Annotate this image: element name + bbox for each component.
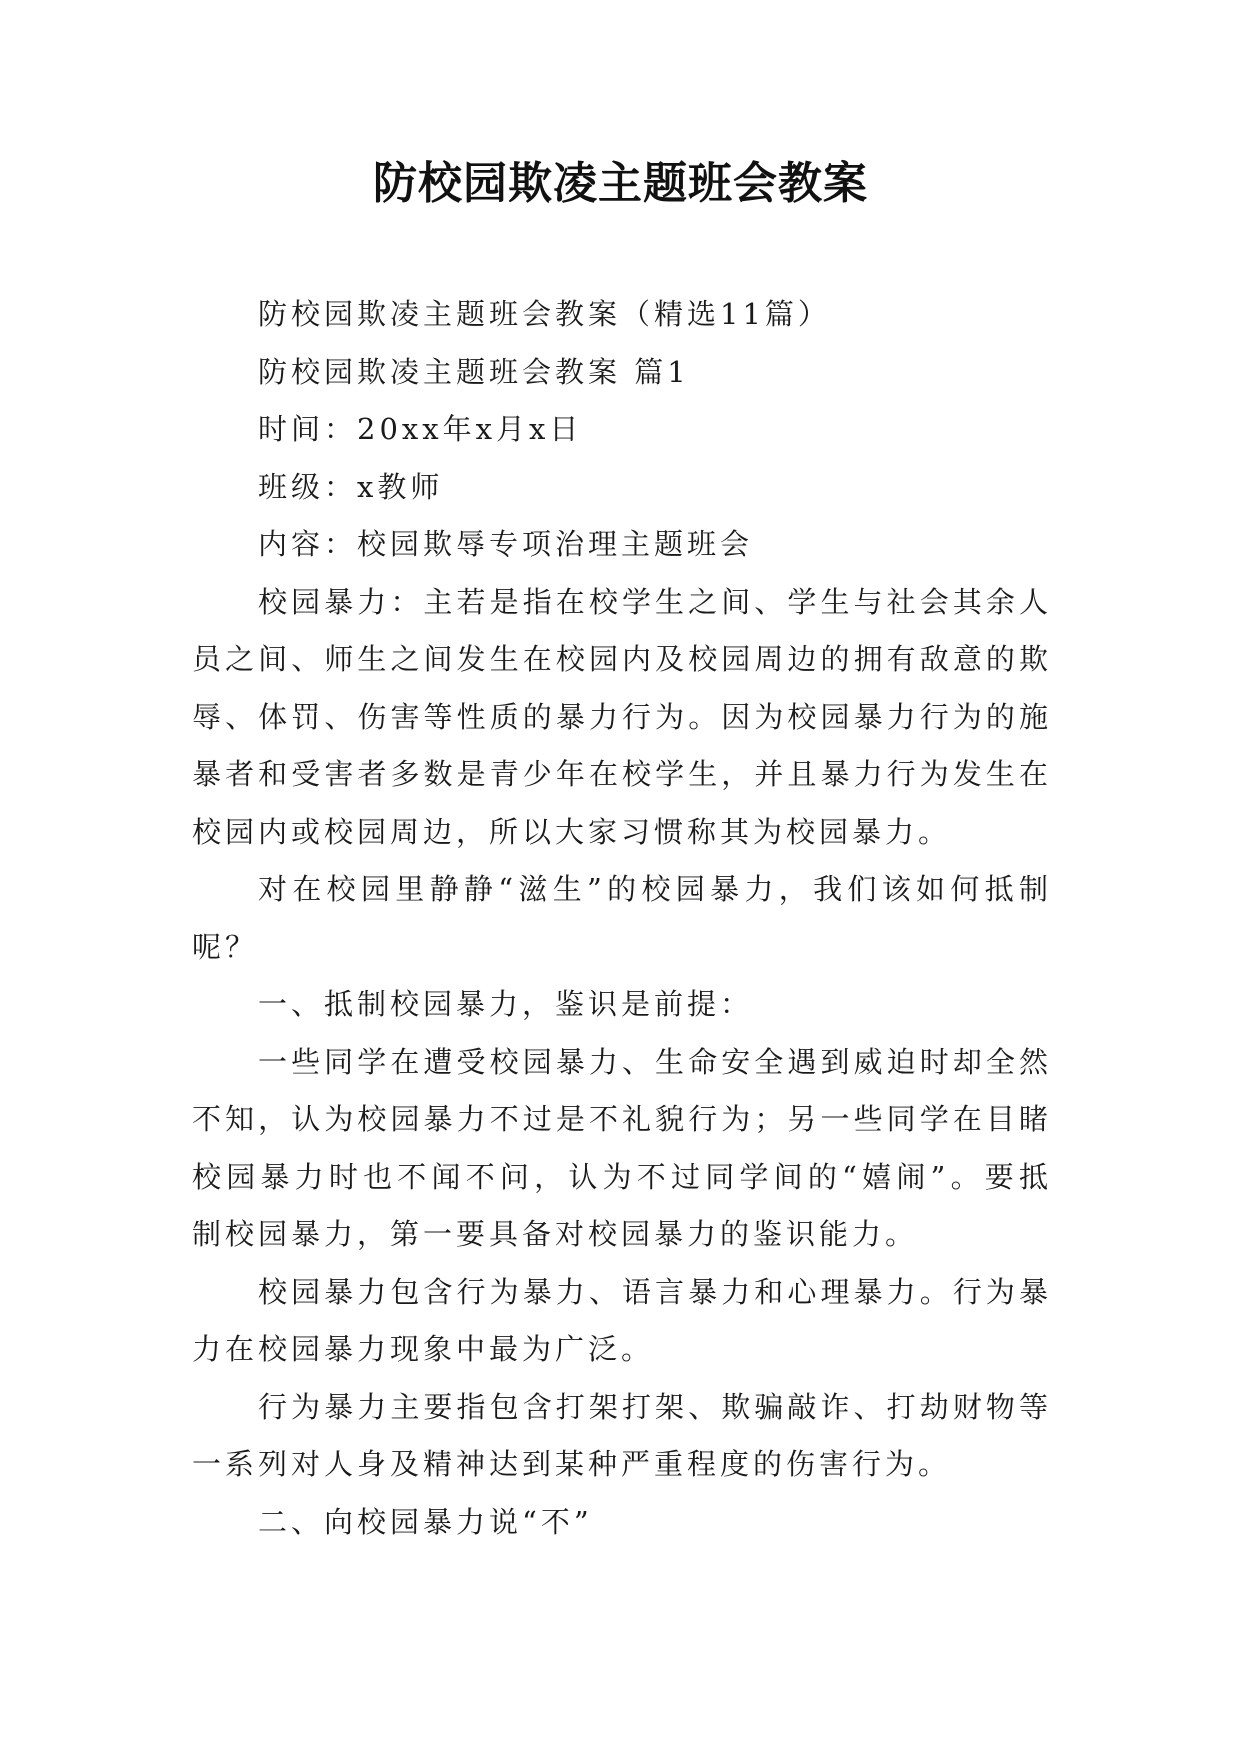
paragraph-content: 内容：校园欺辱专项治理主题班会 [258,527,754,561]
paragraph-definition: 校园暴力：主若是指在校学生之间、学生与社会其余人员之间、师生之间发生在校园内及校园周边的拥有敌意的欺辱、体罚、伤害等性质的暴力行为。因为校园暴力行为的施暴者和受害者多数是青少年在校学生，并且暴力行为发生在校园内或校园周边，所以大家习惯称其为校园暴力。 [192,584,1052,849]
paragraph-intro: 防校园欺凌主题班会教案（精选11篇） [258,297,831,331]
paragraph-section-heading: 防校园欺凌主题班会教案 篇1 [258,354,690,389]
paragraph-heading-one: 一、抵制校园暴力，鉴识是前提： [258,987,754,1021]
paragraph-time: 时间：20xx年x月x日 [258,412,583,446]
paragraph-recognition: 一些同学在遭受校园暴力、生命安全遇到威迫时却全然不知，认为校园暴力不过是不礼貌行为；另一些同学在目睹校园暴力时也不闻不问，认为不过同学间的“嬉闹”。要抵制校园暴力，第一要具备对校园暴力的鉴识能力。 [192,1044,1052,1251]
paragraph-behavior-violence: 行为暴力主要指包含打架打架、欺骗敲诈、打劫财物等一系列对人身及精神达到某种严重程度的伤害行为。 [192,1389,1052,1481]
paragraph-heading-two: 二、向校园暴力说“不” [258,1504,593,1539]
document-body [192,286,1052,1551]
paragraph-class: 班级：x教师 [258,469,444,504]
document-title: 防校园欺凌主题班会教案 [373,158,868,209]
paragraph-question: 对在校园里静静“滋生”的校园暴力，我们该如何抵制呢？ [192,872,1052,964]
paragraph-violence-types: 校园暴力包含行为暴力、语言暴力和心理暴力。行为暴力在校园暴力现象中最为广泛。 [192,1274,1052,1366]
